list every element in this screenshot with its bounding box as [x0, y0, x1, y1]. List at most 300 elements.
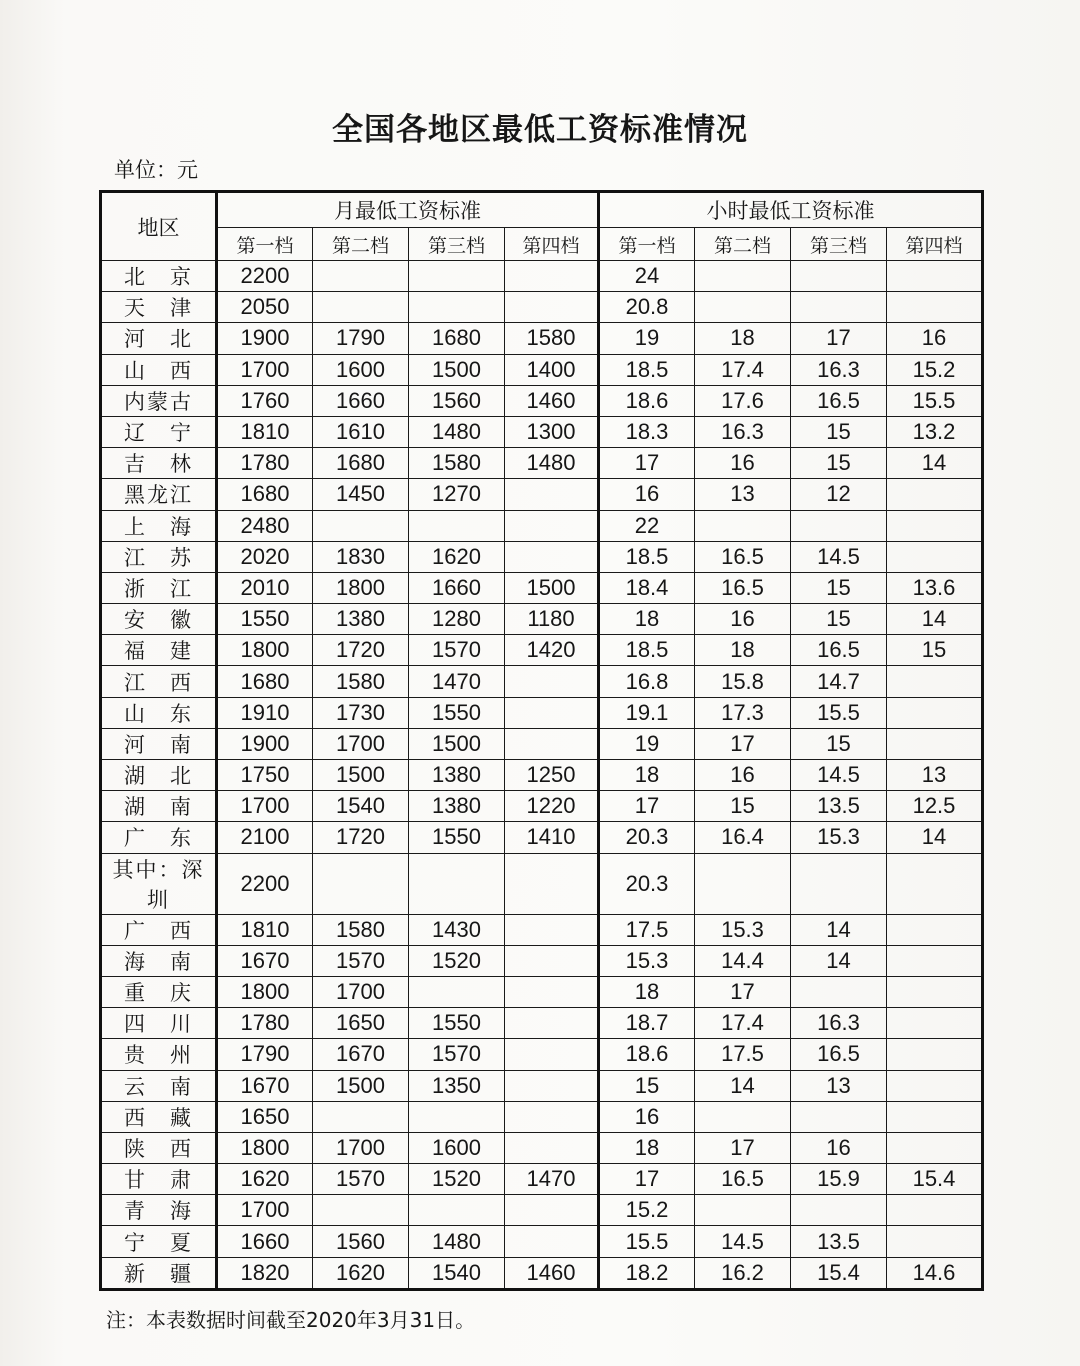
- table-row: [101, 1039, 983, 1070]
- monthly-wage-cell: 1670: [313, 1039, 409, 1070]
- monthly-wage-cell: 2100: [217, 822, 313, 853]
- region-cell: 江 苏: [101, 541, 217, 572]
- monthly-wage-cell: 1480: [409, 1226, 505, 1257]
- region-cell: 山 西: [101, 354, 217, 385]
- monthly-wage-cell: 1220: [505, 791, 599, 822]
- unit-label: 单位：元: [114, 158, 198, 182]
- monthly-wage-cell: 1540: [313, 791, 409, 822]
- monthly-wage-cell: 1650: [313, 1008, 409, 1039]
- monthly-wage-cell: 1570: [409, 1039, 505, 1070]
- monthly-wage-cell: 1700: [217, 1195, 313, 1226]
- monthly-wage-cell: 1400: [505, 354, 599, 385]
- monthly-wage-cell: [313, 1101, 409, 1132]
- monthly-level-1: 第一档: [217, 228, 313, 261]
- region-cell: 甘 肃: [101, 1164, 217, 1195]
- monthly-wage-cell: [505, 479, 599, 510]
- monthly-wage-cell: 1670: [217, 1070, 313, 1101]
- region-cell: 宁 夏: [101, 1226, 217, 1257]
- hourly-wage-cell: [791, 261, 887, 292]
- hourly-wage-cell: 13: [791, 1070, 887, 1101]
- monthly-wage-cell: 1460: [505, 385, 599, 416]
- hourly-wage-cell: [791, 1195, 887, 1226]
- hourly-wage-cell: [887, 945, 983, 976]
- table-row: [101, 1070, 983, 1101]
- monthly-wage-cell: 1620: [217, 1164, 313, 1195]
- region-cell: 云 南: [101, 1070, 217, 1101]
- hourly-wage-cell: 19.1: [599, 697, 695, 728]
- hourly-wage-cell: 14.7: [791, 666, 887, 697]
- hourly-wage-cell: 17: [599, 791, 695, 822]
- monthly-wage-cell: 1730: [313, 697, 409, 728]
- hourly-wage-cell: [887, 1132, 983, 1163]
- hourly-wage-cell: 16.4: [695, 822, 791, 853]
- hourly-wage-cell: 16.5: [791, 1039, 887, 1070]
- monthly-wage-cell: [313, 292, 409, 323]
- table-row: [101, 635, 983, 666]
- monthly-wage-cell: 1350: [409, 1070, 505, 1101]
- monthly-wage-cell: [505, 1226, 599, 1257]
- monthly-wage-cell: [505, 510, 599, 541]
- region-cell: 湖 南: [101, 791, 217, 822]
- region-cell: 河 南: [101, 728, 217, 759]
- region-cell: 广 东: [101, 822, 217, 853]
- monthly-wage-cell: [505, 945, 599, 976]
- monthly-wage-cell: 1790: [313, 323, 409, 354]
- monthly-wage-cell: 1380: [313, 604, 409, 635]
- hourly-wage-cell: 15.8: [695, 666, 791, 697]
- monthly-level-4: 第四档: [505, 228, 599, 261]
- monthly-wage-cell: 1520: [409, 1164, 505, 1195]
- hourly-wage-cell: 16: [695, 448, 791, 479]
- hourly-wage-cell: [791, 976, 887, 1007]
- hourly-wage-cell: 17: [695, 1132, 791, 1163]
- monthly-wage-cell: 1600: [313, 354, 409, 385]
- table-row: [101, 1132, 983, 1163]
- region-cell: 福 建: [101, 635, 217, 666]
- table-row: [101, 448, 983, 479]
- hourly-wage-cell: 17: [791, 323, 887, 354]
- hourly-wage-cell: 20.3: [599, 853, 695, 914]
- table-header: [101, 192, 983, 261]
- table-row: [101, 976, 983, 1007]
- monthly-wage-cell: 1700: [313, 976, 409, 1007]
- monthly-wage-cell: [409, 1195, 505, 1226]
- monthly-wage-cell: 1700: [313, 728, 409, 759]
- monthly-wage-cell: 2200: [217, 261, 313, 292]
- hourly-wage-cell: 14.6: [887, 1257, 983, 1289]
- table-row: [101, 1226, 983, 1257]
- region-cell: 西 藏: [101, 1101, 217, 1132]
- hourly-wage-cell: 17.5: [695, 1039, 791, 1070]
- hourly-wage-cell: [695, 1195, 791, 1226]
- monthly-wage-cell: 1460: [505, 1257, 599, 1289]
- monthly-wage-cell: 1580: [505, 323, 599, 354]
- monthly-wage-cell: 1700: [217, 791, 313, 822]
- hourly-wage-cell: 17: [695, 728, 791, 759]
- monthly-level-2: 第二档: [313, 228, 409, 261]
- monthly-wage-cell: 1500: [409, 354, 505, 385]
- monthly-wage-cell: [505, 292, 599, 323]
- hourly-wage-cell: 15: [791, 448, 887, 479]
- table-row: [101, 697, 983, 728]
- monthly-wage-cell: 1660: [313, 385, 409, 416]
- monthly-wage-cell: 1600: [409, 1132, 505, 1163]
- hourly-wage-cell: [887, 853, 983, 914]
- hourly-wage-cell: 14: [887, 604, 983, 635]
- monthly-wage-cell: 1700: [313, 1132, 409, 1163]
- monthly-wage-cell: 1910: [217, 697, 313, 728]
- region-cell: 其中：深圳: [101, 853, 217, 914]
- monthly-wage-cell: [409, 976, 505, 1007]
- hourly-wage-cell: [887, 1101, 983, 1132]
- monthly-wage-cell: 1830: [313, 541, 409, 572]
- hourly-wage-cell: [887, 976, 983, 1007]
- table-row: [101, 261, 983, 292]
- hourly-wage-cell: 18: [695, 323, 791, 354]
- hourly-wage-cell: 16: [791, 1132, 887, 1163]
- monthly-wage-cell: [409, 292, 505, 323]
- table-row: [101, 1008, 983, 1039]
- hourly-wage-cell: 16.5: [791, 635, 887, 666]
- minimum-wage-table: [99, 190, 984, 1291]
- monthly-wage-cell: 1570: [313, 945, 409, 976]
- monthly-wage-cell: [505, 1008, 599, 1039]
- monthly-wage-cell: [505, 1039, 599, 1070]
- hourly-wage-cell: 18.2: [599, 1257, 695, 1289]
- table-row: [101, 791, 983, 822]
- table-row: [101, 323, 983, 354]
- region-cell: 上 海: [101, 510, 217, 541]
- region-cell: 四 川: [101, 1008, 217, 1039]
- region-cell: 江 西: [101, 666, 217, 697]
- monthly-wage-cell: 1470: [409, 666, 505, 697]
- hourly-wage-cell: [887, 292, 983, 323]
- hourly-wage-cell: 17.5: [599, 914, 695, 945]
- monthly-level-3: 第三档: [409, 228, 505, 261]
- page-title: 全国各地区最低工资标准情况: [332, 112, 748, 148]
- region-cell: 辽 宁: [101, 416, 217, 447]
- hourly-wage-cell: 17: [599, 1164, 695, 1195]
- hourly-wage-cell: [887, 728, 983, 759]
- hourly-wage-cell: [695, 853, 791, 914]
- hourly-wage-cell: [791, 292, 887, 323]
- region-header: 地区: [101, 192, 217, 261]
- hourly-wage-cell: 15: [791, 416, 887, 447]
- table-row: [101, 853, 983, 914]
- monthly-wage-cell: 1300: [505, 416, 599, 447]
- hourly-wage-cell: [887, 914, 983, 945]
- table-row: [101, 604, 983, 635]
- hourly-wage-cell: 14.4: [695, 945, 791, 976]
- monthly-wage-cell: 1610: [313, 416, 409, 447]
- region-cell: 青 海: [101, 1195, 217, 1226]
- hourly-wage-cell: 17.4: [695, 1008, 791, 1039]
- monthly-wage-cell: 1780: [217, 448, 313, 479]
- region-cell: 吉 林: [101, 448, 217, 479]
- monthly-wage-cell: [409, 510, 505, 541]
- hourly-wage-cell: 16.5: [695, 541, 791, 572]
- hourly-wage-cell: 22: [599, 510, 695, 541]
- hourly-wage-cell: 16: [599, 1101, 695, 1132]
- hourly-wage-cell: 16: [599, 479, 695, 510]
- table-row: [101, 945, 983, 976]
- monthly-wage-cell: 1720: [313, 635, 409, 666]
- hourly-level-1: 第一档: [599, 228, 695, 261]
- hourly-wage-cell: [887, 510, 983, 541]
- monthly-wage-cell: [409, 1101, 505, 1132]
- monthly-wage-cell: 1900: [217, 323, 313, 354]
- hourly-wage-cell: 16: [887, 323, 983, 354]
- monthly-wage-cell: [505, 728, 599, 759]
- hourly-wage-cell: 14.5: [695, 1226, 791, 1257]
- region-cell: 内蒙古: [101, 385, 217, 416]
- hourly-wage-cell: 14: [887, 448, 983, 479]
- monthly-wage-cell: 1810: [217, 914, 313, 945]
- monthly-wage-cell: 1900: [217, 728, 313, 759]
- monthly-wage-cell: 1410: [505, 822, 599, 853]
- monthly-wage-cell: 1790: [217, 1039, 313, 1070]
- hourly-wage-cell: 16.5: [791, 385, 887, 416]
- monthly-wage-cell: 1570: [313, 1164, 409, 1195]
- monthly-wage-cell: 1380: [409, 791, 505, 822]
- hourly-wage-cell: 15.9: [791, 1164, 887, 1195]
- region-cell: 浙 江: [101, 572, 217, 603]
- hourly-wage-cell: 15.4: [887, 1164, 983, 1195]
- hourly-wage-cell: 13.5: [791, 1226, 887, 1257]
- hourly-wage-cell: 14: [887, 822, 983, 853]
- hourly-wage-cell: 15.5: [599, 1226, 695, 1257]
- hourly-wage-cell: 16.3: [695, 416, 791, 447]
- region-cell: 湖 北: [101, 760, 217, 791]
- hourly-header: 小时最低工资标准: [599, 192, 983, 228]
- monthly-wage-cell: 1450: [313, 479, 409, 510]
- monthly-wage-cell: [505, 1195, 599, 1226]
- monthly-wage-cell: 1250: [505, 760, 599, 791]
- monthly-wage-cell: [505, 914, 599, 945]
- hourly-wage-cell: [791, 510, 887, 541]
- hourly-wage-cell: 13: [887, 760, 983, 791]
- monthly-wage-cell: 1550: [217, 604, 313, 635]
- hourly-wage-cell: 16.8: [599, 666, 695, 697]
- region-cell: 广 西: [101, 914, 217, 945]
- monthly-wage-cell: [313, 1195, 409, 1226]
- table-row: [101, 354, 983, 385]
- hourly-wage-cell: [887, 1070, 983, 1101]
- monthly-header: 月最低工资标准: [217, 192, 599, 228]
- monthly-wage-cell: [409, 261, 505, 292]
- hourly-wage-cell: 16: [695, 604, 791, 635]
- hourly-wage-cell: 15.4: [791, 1257, 887, 1289]
- hourly-wage-cell: [791, 1101, 887, 1132]
- monthly-wage-cell: 1550: [409, 1008, 505, 1039]
- table-row: [101, 479, 983, 510]
- hourly-wage-cell: 18.6: [599, 385, 695, 416]
- monthly-wage-cell: 1550: [409, 697, 505, 728]
- monthly-wage-cell: 1500: [313, 1070, 409, 1101]
- hourly-wage-cell: 14: [695, 1070, 791, 1101]
- monthly-wage-cell: 1570: [409, 635, 505, 666]
- monthly-wage-cell: 1720: [313, 822, 409, 853]
- hourly-wage-cell: 14: [791, 945, 887, 976]
- hourly-wage-cell: [695, 1101, 791, 1132]
- monthly-wage-cell: 1800: [217, 976, 313, 1007]
- hourly-wage-cell: 18.7: [599, 1008, 695, 1039]
- monthly-wage-cell: 1580: [409, 448, 505, 479]
- monthly-wage-cell: 1660: [217, 1226, 313, 1257]
- hourly-wage-cell: 17.4: [695, 354, 791, 385]
- monthly-wage-cell: [505, 261, 599, 292]
- hourly-level-4: 第四档: [887, 228, 983, 261]
- monthly-wage-cell: 1820: [217, 1257, 313, 1289]
- monthly-wage-cell: 1680: [313, 448, 409, 479]
- monthly-wage-cell: 1500: [505, 572, 599, 603]
- hourly-wage-cell: 15: [791, 572, 887, 603]
- table-body: [101, 261, 983, 1290]
- hourly-wage-cell: 15.2: [599, 1195, 695, 1226]
- monthly-wage-cell: [505, 1132, 599, 1163]
- monthly-wage-cell: 1550: [409, 822, 505, 853]
- region-cell: 河 北: [101, 323, 217, 354]
- hourly-wage-cell: 17.6: [695, 385, 791, 416]
- table-row: [101, 760, 983, 791]
- region-cell: 陕 西: [101, 1132, 217, 1163]
- monthly-wage-cell: 1480: [409, 416, 505, 447]
- table-row: [101, 822, 983, 853]
- hourly-wage-cell: [887, 666, 983, 697]
- hourly-wage-cell: [887, 261, 983, 292]
- monthly-wage-cell: 1680: [217, 479, 313, 510]
- hourly-wage-cell: 15.5: [887, 385, 983, 416]
- monthly-wage-cell: 1560: [409, 385, 505, 416]
- monthly-wage-cell: 1780: [217, 1008, 313, 1039]
- hourly-wage-cell: 18: [599, 604, 695, 635]
- table-row: [101, 385, 983, 416]
- monthly-wage-cell: 1180: [505, 604, 599, 635]
- hourly-wage-cell: 20.8: [599, 292, 695, 323]
- monthly-wage-cell: 1560: [313, 1226, 409, 1257]
- monthly-wage-cell: 1760: [217, 385, 313, 416]
- hourly-wage-cell: 15.3: [695, 914, 791, 945]
- monthly-wage-cell: [505, 976, 599, 1007]
- monthly-wage-cell: 1380: [409, 760, 505, 791]
- table-row: [101, 416, 983, 447]
- monthly-wage-cell: 1810: [217, 416, 313, 447]
- hourly-wage-cell: 19: [599, 728, 695, 759]
- monthly-wage-cell: 1580: [313, 914, 409, 945]
- hourly-wage-cell: 24: [599, 261, 695, 292]
- hourly-wage-cell: 12: [791, 479, 887, 510]
- monthly-wage-cell: [505, 697, 599, 728]
- region-cell: 贵 州: [101, 1039, 217, 1070]
- monthly-wage-cell: 1650: [217, 1101, 313, 1132]
- region-cell: 重 庆: [101, 976, 217, 1007]
- hourly-wage-cell: [695, 292, 791, 323]
- hourly-wage-cell: 15: [791, 604, 887, 635]
- monthly-wage-cell: 1470: [505, 1164, 599, 1195]
- monthly-wage-cell: 1680: [217, 666, 313, 697]
- hourly-wage-cell: 13: [695, 479, 791, 510]
- table-row: [101, 572, 983, 603]
- monthly-wage-cell: 1700: [217, 354, 313, 385]
- hourly-wage-cell: [887, 541, 983, 572]
- monthly-wage-cell: [505, 853, 599, 914]
- hourly-wage-cell: [695, 261, 791, 292]
- table-row: [101, 1257, 983, 1289]
- monthly-wage-cell: 1420: [505, 635, 599, 666]
- hourly-wage-cell: [791, 853, 887, 914]
- hourly-wage-cell: 13.5: [791, 791, 887, 822]
- hourly-wage-cell: 15.3: [599, 945, 695, 976]
- hourly-wage-cell: 15: [887, 635, 983, 666]
- hourly-wage-cell: 16.3: [791, 354, 887, 385]
- monthly-wage-cell: 1270: [409, 479, 505, 510]
- monthly-wage-cell: [505, 541, 599, 572]
- hourly-wage-cell: 17: [695, 976, 791, 1007]
- table-row: [101, 510, 983, 541]
- hourly-wage-cell: 18.5: [599, 635, 695, 666]
- table-row: [101, 728, 983, 759]
- hourly-wage-cell: 18.3: [599, 416, 695, 447]
- monthly-wage-cell: 1680: [409, 323, 505, 354]
- monthly-wage-cell: 1540: [409, 1257, 505, 1289]
- monthly-wage-cell: 1480: [505, 448, 599, 479]
- monthly-wage-cell: 2010: [217, 572, 313, 603]
- monthly-wage-cell: [313, 510, 409, 541]
- table-row: [101, 292, 983, 323]
- monthly-wage-cell: [313, 261, 409, 292]
- hourly-wage-cell: 16.2: [695, 1257, 791, 1289]
- monthly-wage-cell: [313, 853, 409, 914]
- hourly-wage-cell: 14.5: [791, 541, 887, 572]
- hourly-wage-cell: 15: [695, 791, 791, 822]
- hourly-wage-cell: 15.5: [791, 697, 887, 728]
- table-row: [101, 914, 983, 945]
- monthly-wage-cell: 1520: [409, 945, 505, 976]
- monthly-wage-cell: 2480: [217, 510, 313, 541]
- table-row: [101, 1164, 983, 1195]
- monthly-wage-cell: 1620: [409, 541, 505, 572]
- hourly-wage-cell: 18.5: [599, 354, 695, 385]
- hourly-wage-cell: 15: [599, 1070, 695, 1101]
- monthly-wage-cell: [505, 1101, 599, 1132]
- hourly-wage-cell: 19: [599, 323, 695, 354]
- hourly-wage-cell: 13.2: [887, 416, 983, 447]
- hourly-wage-cell: 14.5: [791, 760, 887, 791]
- monthly-wage-cell: [505, 1070, 599, 1101]
- region-cell: 山 东: [101, 697, 217, 728]
- region-cell: 新 疆: [101, 1257, 217, 1289]
- hourly-wage-cell: 18: [599, 760, 695, 791]
- hourly-wage-cell: 20.3: [599, 822, 695, 853]
- hourly-wage-cell: 17: [599, 448, 695, 479]
- hourly-wage-cell: 15.2: [887, 354, 983, 385]
- hourly-wage-cell: [887, 1226, 983, 1257]
- monthly-wage-cell: 1280: [409, 604, 505, 635]
- hourly-wage-cell: [887, 1008, 983, 1039]
- monthly-wage-cell: 1500: [313, 760, 409, 791]
- region-cell: 安 徽: [101, 604, 217, 635]
- hourly-wage-cell: 17.3: [695, 697, 791, 728]
- hourly-wage-cell: 12.5: [887, 791, 983, 822]
- region-cell: 黑龙江: [101, 479, 217, 510]
- hourly-wage-cell: 15.3: [791, 822, 887, 853]
- hourly-wage-cell: [887, 1039, 983, 1070]
- region-cell: 北 京: [101, 261, 217, 292]
- monthly-wage-cell: 1800: [217, 635, 313, 666]
- monthly-wage-cell: [409, 853, 505, 914]
- hourly-wage-cell: 16.5: [695, 572, 791, 603]
- hourly-wage-cell: [887, 1195, 983, 1226]
